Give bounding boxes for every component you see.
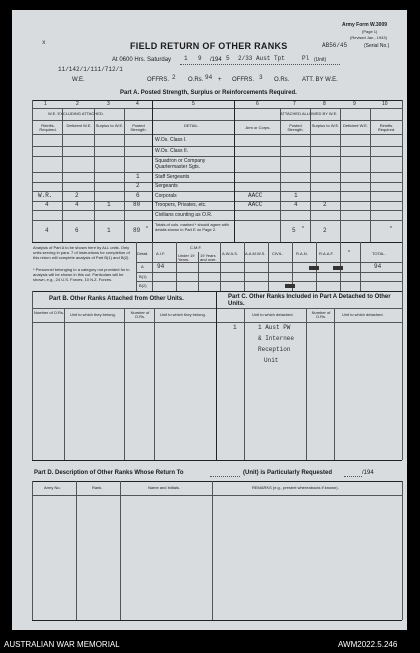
att-col-surplus: Surplus to W.E. bbox=[311, 123, 340, 128]
we-col-surplus: Surplus to W.E. bbox=[95, 123, 124, 128]
part-d-header-remarks: REMARKS (e.g., present whereabouts if known). bbox=[252, 485, 339, 490]
cell-pte-surplus: 1 bbox=[107, 201, 111, 208]
part-d-title-mid: (Unit) is Particularly Requested bbox=[243, 470, 333, 476]
detail-header: DETAIL. bbox=[184, 123, 199, 128]
date-year-prefix: /194 bbox=[210, 57, 222, 63]
total-reinfts: 4 bbox=[45, 227, 49, 234]
corner-mark: x bbox=[42, 39, 46, 46]
analysis-cmf-under19: Under 19 Years. bbox=[178, 253, 195, 263]
row-detail-cpl: Corporals bbox=[155, 193, 177, 199]
att-by-we-label: ATT. BY W.E. bbox=[302, 77, 338, 83]
analysis-total-value: 94 bbox=[374, 263, 382, 270]
cell-pte-posted: 80 bbox=[133, 201, 141, 208]
att-col-arm: Arm or Corps. bbox=[245, 125, 271, 130]
redaction-mark bbox=[333, 266, 343, 270]
part-c-header-number: Number of O.Rs. bbox=[311, 310, 331, 319]
revision-date: (Revised Jan., 1943) bbox=[350, 35, 387, 40]
total-att-surplus: 2 bbox=[323, 227, 327, 234]
total-posted: 89 bbox=[133, 227, 141, 234]
analysis-header-cmf: C.M.F. bbox=[190, 245, 202, 250]
we-col-deficient: Deficient W.E. bbox=[66, 123, 92, 128]
part-c-entry-unit-line4: Unit bbox=[264, 357, 279, 364]
offrs2-label: OFFRS. bbox=[232, 77, 254, 83]
col-num-5: 5 bbox=[192, 101, 195, 107]
unit-label: (Unit) bbox=[314, 57, 327, 63]
analysis-header-detail: Detail. bbox=[137, 251, 149, 256]
we-col-posted: Posted Strength. bbox=[130, 123, 147, 132]
part-b-header-unit-2: Unit to which they belong. bbox=[160, 312, 206, 317]
total-deficient: 6 bbox=[75, 227, 79, 234]
offrs-label: OFFRS. bbox=[147, 77, 169, 83]
part-c-entry-unit-line3: Reception bbox=[258, 346, 291, 353]
serial-number-value: AB56/45 bbox=[322, 42, 348, 49]
unit-name: 2/33 Aust Tpt bbox=[238, 55, 285, 62]
cell-cpl-att-posted: 1 bbox=[294, 192, 298, 199]
col-num-4: 4 bbox=[136, 101, 139, 107]
part-d-header-name: Name and Initials. bbox=[148, 485, 181, 490]
cell-pte-arm: AACC bbox=[248, 201, 263, 208]
att-col-posted: Posted Strength. bbox=[287, 123, 304, 132]
part-d-header-rank: Rank. bbox=[92, 485, 103, 490]
part-b-header-number-2: Number of O.Rs. bbox=[130, 310, 150, 319]
part-b-header-unit-1: Unit to which they belong. bbox=[70, 312, 116, 317]
col-num-3: 3 bbox=[107, 101, 110, 107]
analysis-row-b2: B(2) bbox=[139, 283, 147, 288]
ors-value: 94 bbox=[205, 74, 213, 81]
cell-cpl-arm: AACC bbox=[248, 192, 263, 199]
date-month: 9 bbox=[198, 55, 202, 62]
offrs2-value: 3 bbox=[259, 74, 263, 81]
att-col-reinfts: Reinfts. Required. bbox=[377, 123, 396, 132]
col-num-8: 8 bbox=[323, 101, 326, 107]
totals-label: Totals of cols. marked * should agree with details shown in Part E on Page 2. bbox=[155, 222, 229, 232]
form-title: FIELD RETURN OF OTHER RANKS bbox=[130, 41, 288, 51]
analysis-note-2: * Personnel belonging to a category not provided for in analysis will be shown in this col. Particulars will be shown, e.g., 24 U.S. Forces, 10 N.Z. Forces. bbox=[33, 267, 130, 282]
analysis-header-raaf: R.A.A.F. bbox=[319, 251, 334, 256]
cell-sgt-posted: 2 bbox=[136, 182, 140, 189]
row-detail-pte: Troopers, Privates, etc. bbox=[155, 202, 207, 208]
redaction-mark bbox=[309, 266, 319, 270]
col-num-7: 7 bbox=[293, 101, 296, 107]
col-num-10: 10 bbox=[382, 101, 388, 107]
row-detail-sgt: Sergeants bbox=[155, 183, 178, 189]
analysis-aif-value: 94 bbox=[157, 263, 165, 270]
part-c-entry-unit-line1: 1 Aust PW bbox=[258, 324, 291, 331]
analysis-header-total: TOTAL. bbox=[372, 251, 386, 256]
part-c-entry-unit-line2: & Internee bbox=[258, 335, 295, 342]
cell-cpl-deficient: 2 bbox=[75, 192, 79, 199]
cell-pte-reinfts: 4 bbox=[45, 201, 49, 208]
serial-number-label: (Serial No.) bbox=[364, 43, 390, 49]
row-detail-cqms: Squadron or Company Quartermaster Sgts. bbox=[155, 158, 206, 170]
part-c-header-unit-2: Unit to which detached. bbox=[342, 312, 384, 317]
analysis-row-a: A bbox=[141, 264, 144, 269]
date-day: 1 bbox=[184, 55, 188, 62]
analysis-header-aamws: A.A.M.W.S. bbox=[245, 251, 266, 256]
unit-suffix: Pl bbox=[302, 55, 310, 62]
analysis-header-awas: A.W.A.S. bbox=[222, 251, 239, 256]
col-num-2: 2 bbox=[76, 101, 79, 107]
we-label: W.E. bbox=[72, 77, 85, 83]
footer-institution: AUSTRALIAN WAR MEMORIAL bbox=[4, 640, 120, 649]
part-c-header-unit-1b: Unit to which detached. bbox=[252, 312, 294, 317]
cell-pte-att-posted: 4 bbox=[294, 201, 298, 208]
analysis-header-star: * bbox=[348, 250, 350, 256]
total-att-posted-star: * bbox=[302, 226, 304, 232]
row-detail-staff-sgt: Staff Sergeants bbox=[155, 174, 190, 180]
ors-label: O.Rs. bbox=[188, 77, 204, 83]
date-year: 5 bbox=[226, 55, 230, 62]
part-d-title-end: /194 bbox=[362, 470, 374, 476]
cell-pte-deficient: 4 bbox=[75, 201, 79, 208]
analysis-cmf-19over: 19 Years and over. bbox=[200, 253, 217, 263]
cell-cpl-posted: 6 bbox=[136, 192, 140, 199]
part-b-header-number-1: Number of O.Rs. bbox=[34, 310, 65, 315]
army-form-number: Army Form W.3009 bbox=[342, 22, 388, 28]
redaction-mark bbox=[285, 284, 295, 288]
analysis-note: Analysis of Part A to be shown here by ALL units. Only units serving in para. 7 of instructions for completion of this return will complete analysis of Part B(1) and B(2). bbox=[33, 245, 130, 260]
part-c-title: Part C. Other Ranks Included in Part A Detached to Other Units. bbox=[228, 294, 391, 308]
total-surplus: 1 bbox=[107, 227, 111, 234]
plus-sign: + bbox=[218, 77, 222, 83]
analysis-row-b1: B(1) bbox=[139, 274, 147, 279]
form-sheet bbox=[12, 10, 407, 630]
footer-accession-number: AWM2022.5.246 bbox=[338, 640, 398, 649]
part-b-title: Part B. Other Ranks Attached from Other Units. bbox=[49, 296, 184, 302]
ors2-label: O.Rs. bbox=[274, 77, 290, 83]
att-group-header: ATTACHED ALLOWED BY W.E. bbox=[280, 111, 338, 116]
analysis-header-ran: R.A.N. bbox=[296, 251, 308, 256]
att-col-deficient: Deficient W.E. bbox=[342, 123, 369, 128]
col-num-9: 9 bbox=[353, 101, 356, 107]
part-c-entry-count: 1 bbox=[233, 324, 237, 331]
row-detail-civ: Civilians counting as O.R. bbox=[155, 212, 213, 218]
at-time-label: At 0600 Hrs. Saturday bbox=[112, 57, 172, 63]
total-posted-star: * bbox=[146, 226, 148, 232]
col-num-1: 1 bbox=[44, 101, 47, 107]
analysis-header-civil: CIVIL. bbox=[272, 251, 284, 256]
part-a-title: Part A. Posted Strength, Surplus or Reinforcements Required. bbox=[120, 90, 297, 96]
part-d-title: Part D. Description of Other Ranks Whose Return To bbox=[34, 470, 184, 476]
total-reinfts-star: * bbox=[390, 226, 392, 232]
we-col-reinfts: Reinfts. Required. bbox=[39, 123, 57, 132]
part-d-header-army-no: Army No. bbox=[44, 485, 61, 490]
row-detail-wo2: W.Os. Class II. bbox=[155, 148, 189, 154]
total-att-posted: 5 bbox=[292, 227, 296, 234]
we-group-header: W.E. EXCLUDING ATTACHED. bbox=[48, 111, 104, 116]
cell-pte-att-surplus: 2 bbox=[323, 201, 327, 208]
cell-cpl-reinfts: W.R. bbox=[38, 192, 53, 199]
page-indicator: (Page 1) bbox=[362, 29, 378, 34]
cell-staff-sgt-posted: 1 bbox=[136, 173, 140, 180]
col-num-6: 6 bbox=[256, 101, 259, 107]
row-detail-wo1: W.Os. Class I. bbox=[155, 137, 187, 143]
analysis-header-aif: A.I.F. bbox=[156, 251, 166, 256]
offrs-value: 2 bbox=[172, 74, 176, 81]
we-reference: 11/142/1/111/712/1 bbox=[58, 66, 123, 73]
